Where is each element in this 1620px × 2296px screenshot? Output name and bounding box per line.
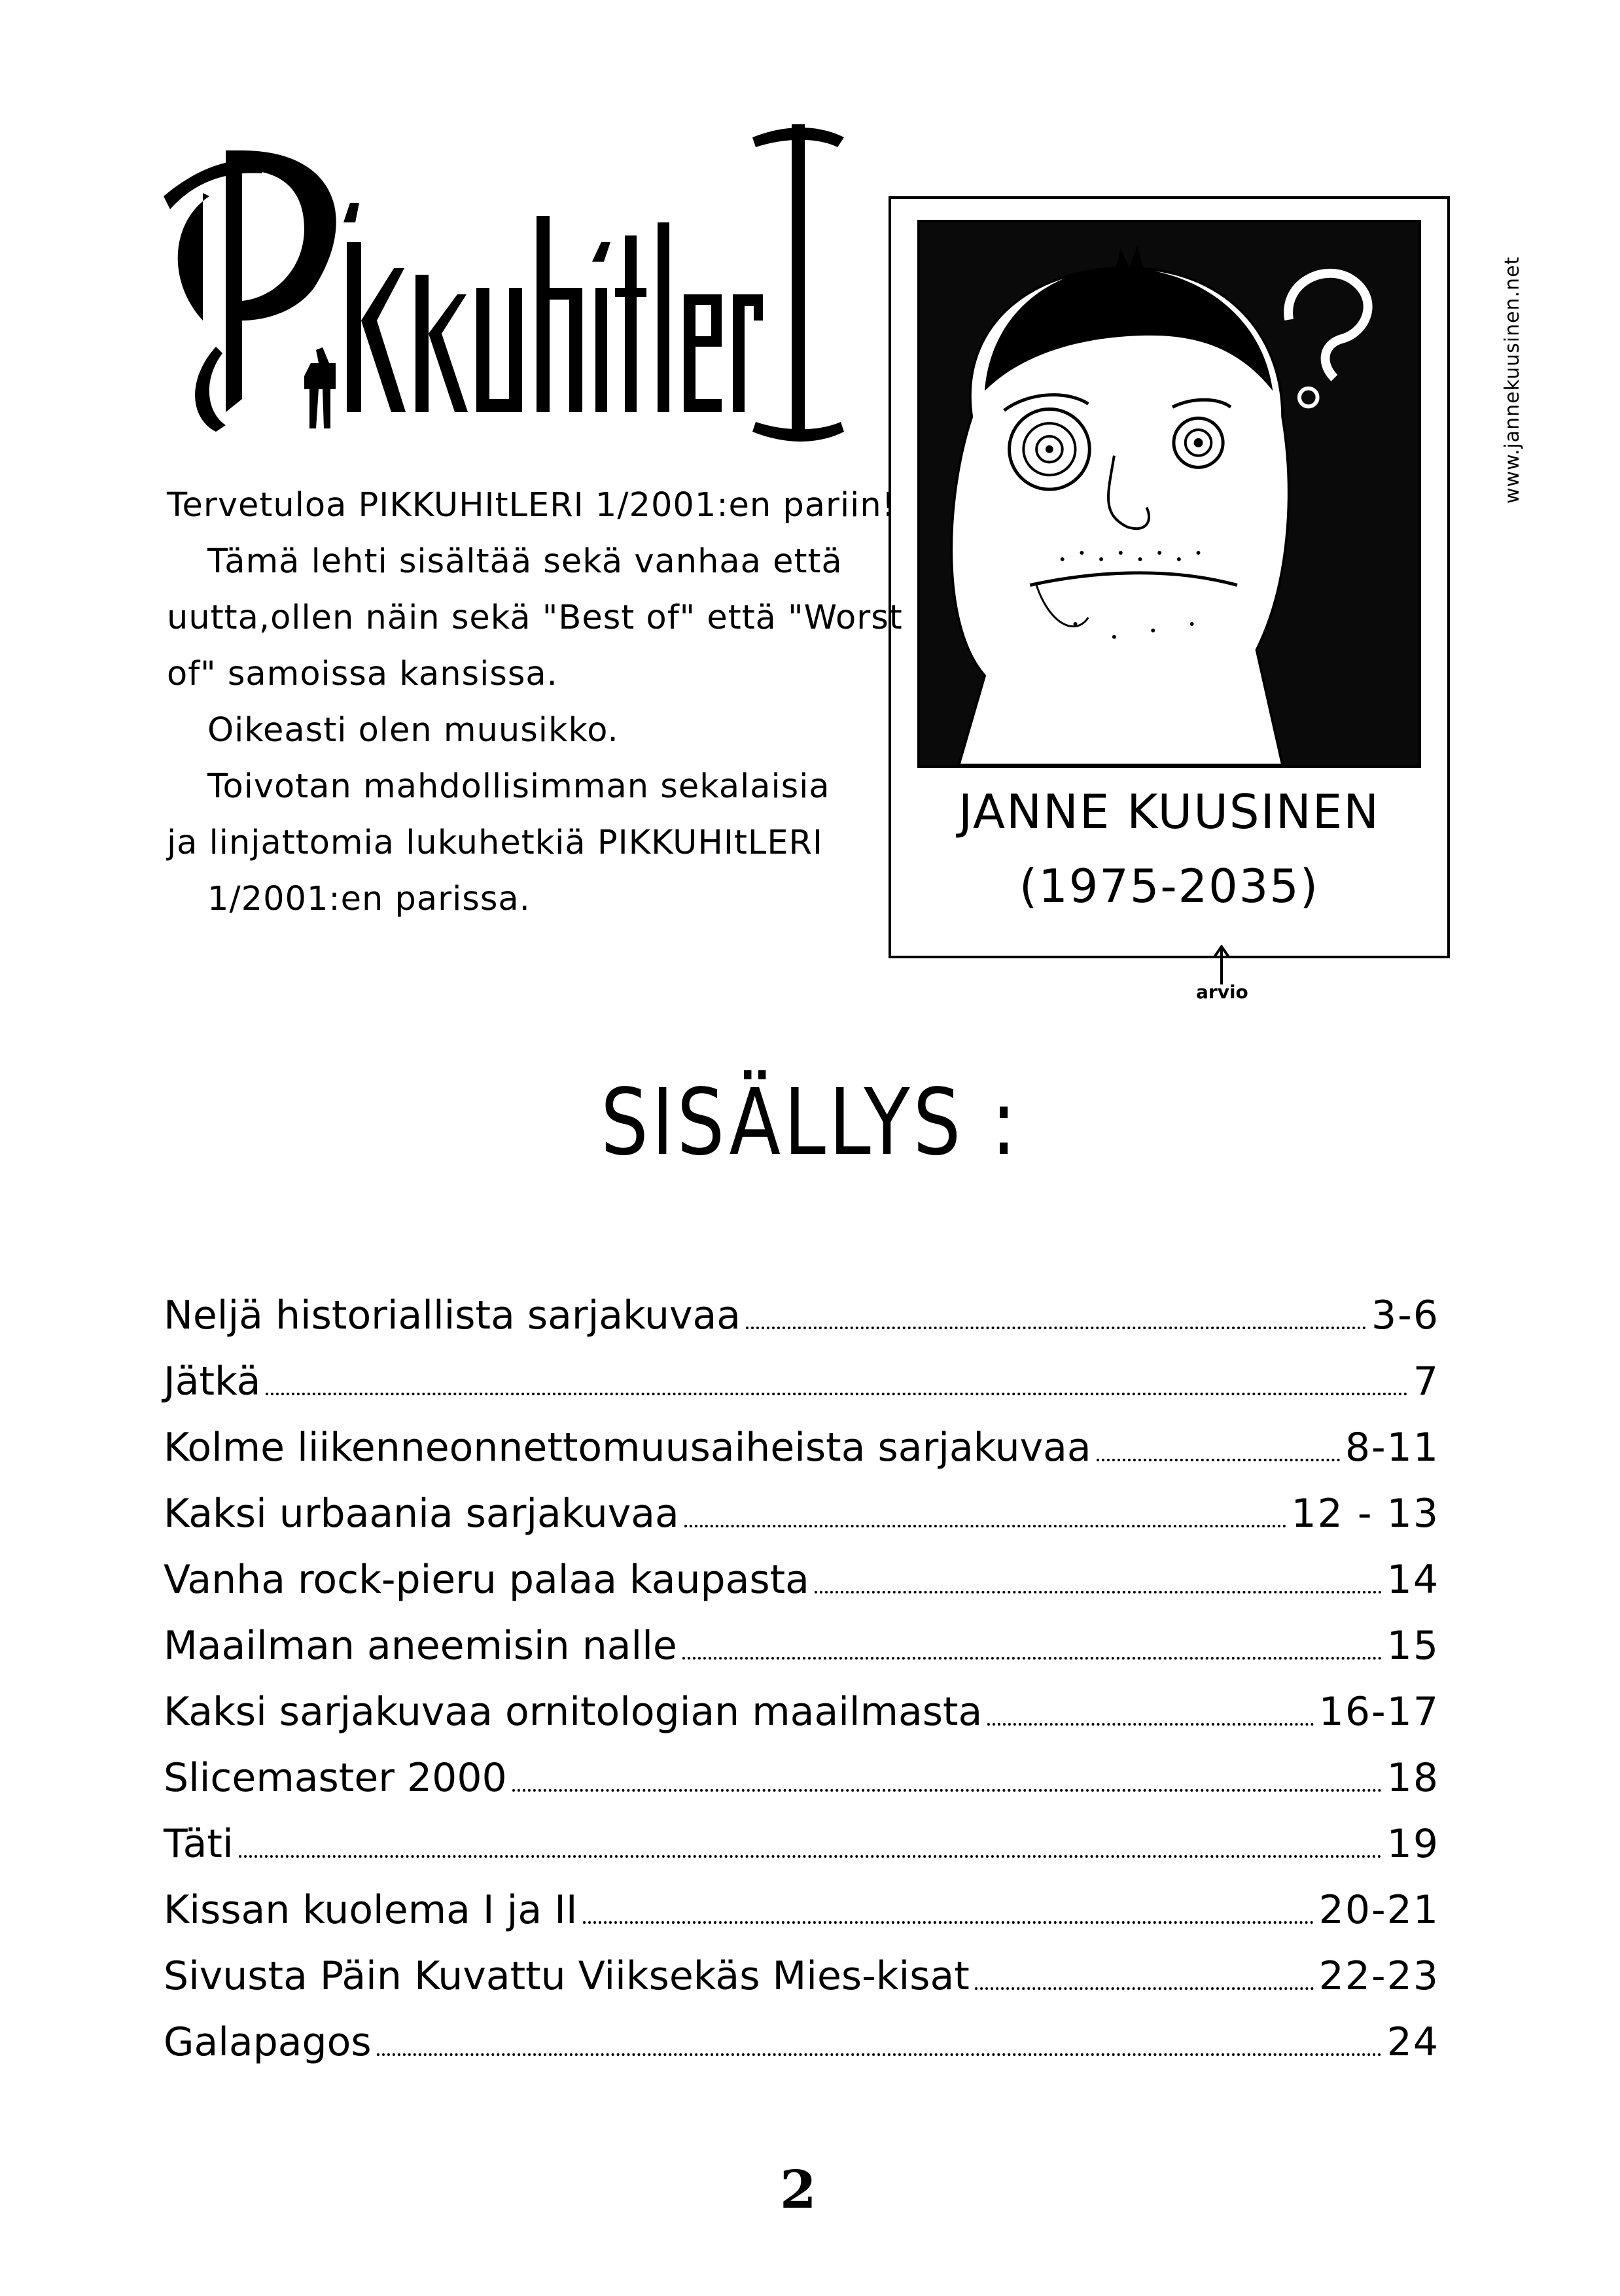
toc-entry-title: Slicemaster 2000 xyxy=(164,1755,507,1801)
intro-line: 1/2001:en parissa. xyxy=(207,880,531,918)
toc-entry xyxy=(164,1933,1439,1999)
toc-leader-dots xyxy=(239,1854,1382,1858)
toc-heading: SISÄLLYS : xyxy=(601,1070,1020,1176)
toc-entry-title: Kissan kuolema I ja II xyxy=(164,1887,578,1933)
toc-leader-dots xyxy=(975,1987,1314,1990)
intro-text xyxy=(167,478,903,928)
toc-leader-dots xyxy=(987,1722,1313,1726)
toc-entry-title: Täti xyxy=(164,1821,234,1867)
toc-leader-dots xyxy=(583,1921,1314,1924)
toc-entry-pages: 22-23 xyxy=(1318,1953,1439,1999)
table-of-contents xyxy=(164,1272,1439,2065)
toc-entry-pages: 8-11 xyxy=(1345,1425,1439,1470)
toc-entry xyxy=(164,1669,1439,1735)
toc-entry-title: Maailman aneemisin nalle xyxy=(164,1623,677,1669)
intro-line: Tämä lehti sisältää sekä vanhaa että xyxy=(207,542,843,581)
toc-entry-title: Kolme liikenneonnettomuusaiheista sarjakuvaa xyxy=(164,1425,1091,1470)
intro-line: uutta,ollen näin sekä "Best of" että "Worst xyxy=(167,599,903,637)
toc-entry-pages: 3-6 xyxy=(1371,1293,1439,1338)
toc-entry-title: Kaksi urbaania sarjakuvaa xyxy=(164,1491,679,1537)
toc-entry xyxy=(164,1272,1439,1338)
toc-leader-dots xyxy=(377,2053,1382,2056)
author-portrait-image xyxy=(917,220,1421,768)
toc-entry-pages: 7 xyxy=(1413,1359,1439,1404)
author-years: (1975-2035) xyxy=(1019,860,1320,913)
intro-line: Toivotan mahdollisimman sekalaisia xyxy=(207,767,830,806)
arrow-up-icon xyxy=(1212,945,1231,984)
toc-entry xyxy=(164,1867,1439,1933)
estimate-note: arvio xyxy=(1196,981,1248,1003)
toc-entry xyxy=(164,1338,1439,1404)
toc-entry-title: Vanha rock-pieru palaa kaupasta xyxy=(164,1557,809,1603)
toc-entry xyxy=(164,1603,1439,1669)
toc-entry-pages: 12 - 13 xyxy=(1291,1491,1439,1537)
toc-entry xyxy=(164,1999,1439,2065)
toc-leader-dots xyxy=(512,1788,1382,1792)
toc-entry-pages: 19 xyxy=(1386,1821,1439,1867)
pikkuhitleri-logo xyxy=(164,124,844,451)
toc-entry-title: Kaksi sarjakuvaa ornitologian maailmasta xyxy=(164,1689,983,1735)
toc-entry-title: Sivusta Päin Kuvattu Viiksekäs Mies-kisat xyxy=(164,1953,970,1999)
author-portrait-card xyxy=(889,196,1450,958)
page-number: 2 xyxy=(780,2159,817,2220)
toc-entry xyxy=(164,1404,1439,1470)
toc-entry-pages: 16-17 xyxy=(1318,1689,1439,1735)
toc-entry xyxy=(164,1470,1439,1537)
toc-leader-dots xyxy=(815,1590,1382,1593)
toc-entry-pages: 18 xyxy=(1386,1755,1439,1801)
website-url: www.jannekuusinen.net xyxy=(1501,256,1524,504)
toc-leader-dots xyxy=(684,1524,1286,1527)
toc-leader-dots xyxy=(746,1326,1366,1329)
toc-leader-dots xyxy=(1097,1458,1340,1461)
intro-line: ja linjattomia lukuhetkiä PIKKUHItLERI xyxy=(167,824,824,862)
toc-entry xyxy=(164,1537,1439,1603)
toc-entry-title: Galapagos xyxy=(164,2019,372,2065)
toc-entry-title: Jätkä xyxy=(164,1359,261,1404)
intro-line: of" samoissa kansissa. xyxy=(167,655,558,693)
intro-line: Oikeasti olen muusikko. xyxy=(207,711,619,750)
toc-entry xyxy=(164,1735,1439,1801)
toc-entry-pages: 20-21 xyxy=(1318,1887,1439,1933)
toc-entry-title: Neljä historiallista sarjakuvaa xyxy=(164,1293,741,1338)
toc-entry-pages: 24 xyxy=(1386,2019,1439,2065)
website-vertical-text xyxy=(1480,196,1524,504)
toc-entry xyxy=(164,1801,1439,1867)
author-name: JANNE KUUSINEN xyxy=(958,784,1381,839)
toc-leader-dots xyxy=(266,1392,1407,1395)
intro-line: Tervetuloa PIKKUHItLERI 1/2001:en pariin! xyxy=(167,486,896,525)
toc-leader-dots xyxy=(682,1656,1382,1660)
toc-entry-pages: 14 xyxy=(1386,1557,1439,1603)
toc-entry-pages: 15 xyxy=(1386,1623,1439,1669)
